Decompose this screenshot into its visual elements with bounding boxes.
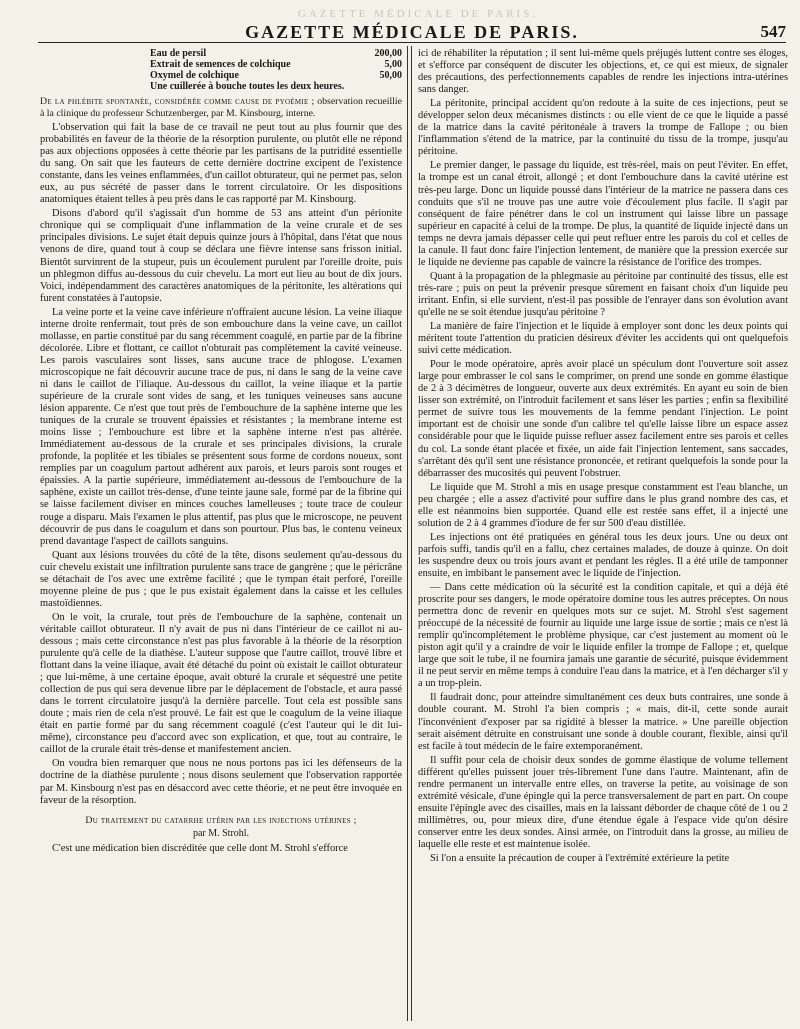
paragraph: Il suffit pour cela de choisir deux sondes de gomme élastique de volume tellement différent qu'elles puissent jouer très-librement l'une dans l'autre. Maintenant, afin de rendre permanent un intervalle entre elles, on traverse la petite, au voisinage de son extrémité vésicale, d'une épingle qui la perce transversalement de part en part. On coupe ensuite l'épingle avec des cisailles, mais en la laissant déborder de chaque côté de 1 ou 2 millimètres, ou, pour mieux dire, d'une étendue égale à l'espace vide qu'on désire conserver entre les deux sondes. Ainsi armée, on l'introduit dans la grosse, au milieu de laquelle elle reste et est maintenue isolée. xyxy=(418,754,788,850)
column-divider xyxy=(411,46,412,1021)
section-subtitle: observation recueillie à la clinique du professeur Schutzenberger, par M. Kinsbourg, interne. xyxy=(40,96,402,119)
paragraph: Le premier danger, le passage du liquide, est très-réel, mais on peut l'éviter. En effet, la trompe est un canal étroit, allongé ; et dont l'embouchure dans la cavité utérine est très-peu large. Donc un liquide poussé dans l'intérieur de la matrice ne passera dans ces conduits que s'il ne trouve pas une autre voie d'écoulement plus facile. Il s'agit par conséquent de faire pénétrer dans le col un instrument qui laisse libre un passage supérieur en capacité à celui de la trompe. De plus, la quantité de liquide injecté dans un temps ne devra jamais dépasser celle qui peut refluer entre les parois du col et celles de la canule. Il faut donc faire l'injection lentement, de manière que la pression exercée sur le liquide ne devienne pas capable de vaincre la résistance de l'orifice des trompes. xyxy=(418,160,788,268)
section-title: De la phlébite spontanée, considérée comme cause de pyoémie ; xyxy=(40,96,315,107)
paragraph: La manière de faire l'injection et le liquide à employer sont donc les deux points qui méritent toute l'attention du praticien désireux d'éviter les accidents qui ont quelquefois suivi cette médication. xyxy=(418,321,788,357)
page-title: GAZETTE MÉDICALE DE PARIS. xyxy=(245,22,579,42)
paragraph: Il faudrait donc, pour atteindre simultanément ces deux buts contraires, une sonde à double courant. M. Strohl l'a bien compris ; « mais, dit-il, cette sonde aurait l'inconvénient d'exposer par sa rigidité à blesser la matrice. » Une pareille objection serait aisément détruite en construisant une sonde à double courant, flexible, ainsi qu'il est facile à tout médecin de le faire extemporanément. xyxy=(418,692,788,752)
paragraph: Quant aux lésions trouvées du côté de la tête, disons seulement qu'au-dessous du cuir chevelu existait une infiltration purulente sans trace de gangrène ; que le péricrâne se détachait de l'os avec une extrême facilité ; que le tympan était perforé, l'oreille moyenne pleine de pus ; que le pus existait également dans la caisse et les cellules mastoïdiennes. xyxy=(40,549,402,609)
paragraph: On le voit, la crurale, tout près de l'embouchure de la saphène, contenait un véritable caillot obturateur. Il n'y avait de pus ni dans l'intérieur de ce caillot ni au-dessous ; mais cette circonstance n'est pas plus favorable à la théorie de la résorption purulente qu'à celle de la diathèse. L'auteur suppose que l'autre caillot, trouvé libre et flottant dans la veine iliaque, avait été détaché du point où existait le caillot obturateur ; que lui-même, à une certaine époque, avait obturé la crurale et séquestré une petite collection de pus qui sera devenue libre par le déplacement de l'obstacle, et aura passé dans le torrent circulatoire jusqu'à la dernière parcelle. Tout cela est possible sans doute ; mais rien de cela n'est prouvé. Le fait est que le coagulum de la veine iliaque était en partie formé par du sang récemment coagulé (c'est l'auteur qui le dit lui-même), circonstance peu d'accord avec son explication, et que, tout au contraire, le caillot de la crurale était très-dense et manifestement ancien. xyxy=(40,611,402,756)
paragraph: Quant à la propagation de la phlegmasie au péritoine par continuité des tissus, elle est très-rare ; puis on peut la prévenir presque sûrement en faisant choix d'un liquide peu irritant. Enfin, si elle survient, n'est-il pas possible de l'enrayer dans son évolution avant qu'elle ne se soit étendue jusqu'au péritoine ? xyxy=(418,270,788,318)
paragraph: On voudra bien remarquer que nous ne nous portons pas ici les défenseurs de la doctrine de la diathèse purulente ; nous disons seulement que l'observation rapportée par M. Kinsbourg n'est pas en désaccord avec cette théorie, et ne peut être invoquée en faveur de la résorption. xyxy=(40,758,402,806)
paragraph: Disons d'abord qu'il s'agissait d'un homme de 53 ans atteint d'un périonite chronique qui se compliquait d'une inflammation de la veine crurale et de ses principales divisions. Le sujet était depuis quinze jours à l'hôpital, dans l'état que nous venons de dire, quand tout à coup se déclara une fièvre intense sans frisson initial. Bientôt survinrent de la stupeur, puis un écoulement purulent par l'oreille droite, puis un phlegmon diffus au-dessous du cuir chevelu. La mort eut lieu au bout de dix jours. Voici, indépendamment des caractères anatomiques de la péritonite, les altérations qui furent constatées à l'autopsie. xyxy=(40,208,402,304)
paragraph: La veine porte et la veine cave inférieure n'offraient aucune lésion. La veine iliaque interne droite renfermait, tout près de son embouchure dans la veine cave, un caillot mollasse, en partie constitué par du sang récemment coagulé, en partie par de la fibrine décolorée. Libre et flottant, ce caillot n'obturait pas complètement la cavité veineuse. Les parois vasculaires sont lisses, sans aucune trace de phlogose. L'examen microscopique ne fait découvrir aucune trace de pus, ni dans le sang de la veine cave ni dans le caillot de l'iliaque. Au-dessous du caillot, la veine iliaque et la partie supérieure de la crurale sont vides de sang, et les tuniques veineuses sans aucune lésion apparente. Ce n'est que tout près de l'embouchure de la saphène interne que les tuniques de la crurale se trouvent épaissies et résistantes ; la membrane interne est moins lisse ; l'embouchure est libre et la saphène interne n'est pas altérée. Immédiatement au-dessous de la crurale et ses principales divisions, la crurale profonde, la poplitée et les tibiales se présentent sous forme de cordons noueux, sont remplies par un coagulum partout adhérent aux parois, et leurs parois sont rouges et épaissies. A la partie supérieure, immédiatement au-dessous de l'embouchure de la saphène, existe un caillot très-dense, d'une teinte jaune sale, formé par de la fibrine qui se laisse facilement diviser en minces couches lamelleuses ; toute trace de couleur rouge a disparu. Mais l'examen le plus attentif, pas plus que le microscope, ne peuvent découvrir de pus dans le coagulum et dans son pourtour. Plus bas, le contenu veineux prend davantage l'aspect de caillots sanguins. xyxy=(40,306,402,547)
section-heading xyxy=(40,96,402,119)
column-divider xyxy=(407,46,408,1021)
paragraph: La péritonite, principal accident qu'on redoute à la suite de ces injections, peut se développer selon deux mécanismes distincts : ou elle vient de ce que le liquide a passé de la matrice dans la cavité péritonéale à travers la trompe de Fallope ; ou bien l'inflammation s'étend de la matrice, par la continuité du tissu de la trompe, jusqu'au péritoine. xyxy=(418,98,788,158)
prescription-line: Oxymel de colchique 50,00 xyxy=(150,70,402,81)
paragraph: — Dans cette médication où la sécurité est la condition capitale, et qui a déjà été proscrite pour ses dangers, le mode opératoire domine tous les autres préceptes. On nous permettra donc de revenir en quelques mots sur ce sujet. M. Strohl s'est sagement préoccupé de la nécessité de fournir au liquide une large issue de sortie ; mais ce n'est là remplir qu'incomplétement le problème physique, car c'est justement au moment où le piston agit qu'il y a craindre de voir le liquide enfiler la trompe de Fallope ; et, quelque large que soit le tube, il ne fournira jamais une garantie de sécurité, puisque évidemment il ne peut servir en même temps à conduire l'eau dans la matrice, et à l'en décharger s'il y a un trop-plein. xyxy=(418,582,788,690)
prescription xyxy=(40,48,402,92)
prescription-note: Une cuillerée à bouche toutes les deux heures. xyxy=(150,81,345,92)
prescription-line: Eau de persil 200,00 xyxy=(150,48,402,59)
left-column xyxy=(40,48,402,1021)
page-number: 547 xyxy=(760,22,786,41)
paragraph: Si l'on a ensuite la précaution de couper à l'extrémité extérieure la petite xyxy=(430,853,730,865)
page-header xyxy=(38,8,786,43)
paragraph: Pour le mode opératoire, après avoir placé un spéculum dont l'ouverture soit assez large pour embrasser le col sans le comprimer, on prend une sonde en gomme élastique de 2 à 3 décimètres de longueur, ouverte aux deux extrémités. En ayant eu soin de bien lisser son extrémité, on l'introduit facilement et sans léser les parties ; enfin sa flexibilité permet de suivre tous les mouvements de la femme pendant l'injection. Le point important est de choisir une sonde d'un calibre tel qu'elle laisse libre un espace assez considérable pour que le liquide puisse refluer assez facilement entre ses parois et celles du col. La sonde étant placée et fixée, un aide fait l'injection lentement, sans saccades, s'arrêtant dès qu'il sent une résistance prononcée, et retirant quelquefois la sonde pour la débarrasser des mucosités qui peuvent l'obstruer. xyxy=(418,359,788,479)
paragraph: L'observation qui fait la base de ce travail ne peut tout au plus fournir que des probabilités en faveur de la théorie de la résorption purulente, ou plutôt elle ne répond pas aux objections opposées à cette théorie par les partisans de la putridité essentielle du sang. On sait que les fauteurs de cette dernière doctrine excipent de l'existence constante, dans les veines enflammées, d'un caillot obturateur, qui ne permet pas, selon eux, au pus sécrété de passer dans le torrent circulatoire. Or les dispositions anatomiques étaient telles à peu près dans le cas rapporté par M. Kinsbourg. xyxy=(40,122,402,206)
section-title: Du traitement du catarrhe utérin par les injections utérines ; xyxy=(85,814,357,826)
paragraph: Les injections ont été pratiquées en général tous les deux jours. Une ou deux ont parfois suffi, tandis qu'il en a fallu, chez certaines malades, de douze à quinze. On doit les suspendre deux ou trois jours avant et pendant les règles. Il a été utile de tamponner ensuite, en imbibant le pansement avec le liquide de l'injection. xyxy=(418,531,788,579)
bleed-through-title: GAZETTE MÉDICALE DE PARIS. xyxy=(297,8,539,20)
paragraph: C'est une médication bien discréditée que celle dont M. Strohl s'efforce xyxy=(52,842,348,854)
paragraph: Le liquide que M. Strohl a mis en usage presque constamment est l'eau blanche, un peu chargée ; elle a assez d'activité pour suffire dans le plus grand nombre des cas, et elle est néanmoins bien supportée. Quand elle est restée sans effet, il a injecté une solution de 2 à 4 grammes d'iodure de fer sur 500 d'eau distillée. xyxy=(418,481,788,529)
paragraph: ici de réhabiliter la réputation ; il sent lui-même quels préjugés luttent contre ses éloges, et s'efforce par conséquent de discuter les objections, et, ce qui est mieux, de signaler des précautions, des perfectionnements capables de rendre les injections intra-utérines sans danger. xyxy=(418,48,788,96)
section-author: par M. Strohl. xyxy=(192,828,250,840)
prescription-line: Extrait de semences de colchique 5,00 xyxy=(150,59,402,70)
right-column xyxy=(418,48,788,1021)
